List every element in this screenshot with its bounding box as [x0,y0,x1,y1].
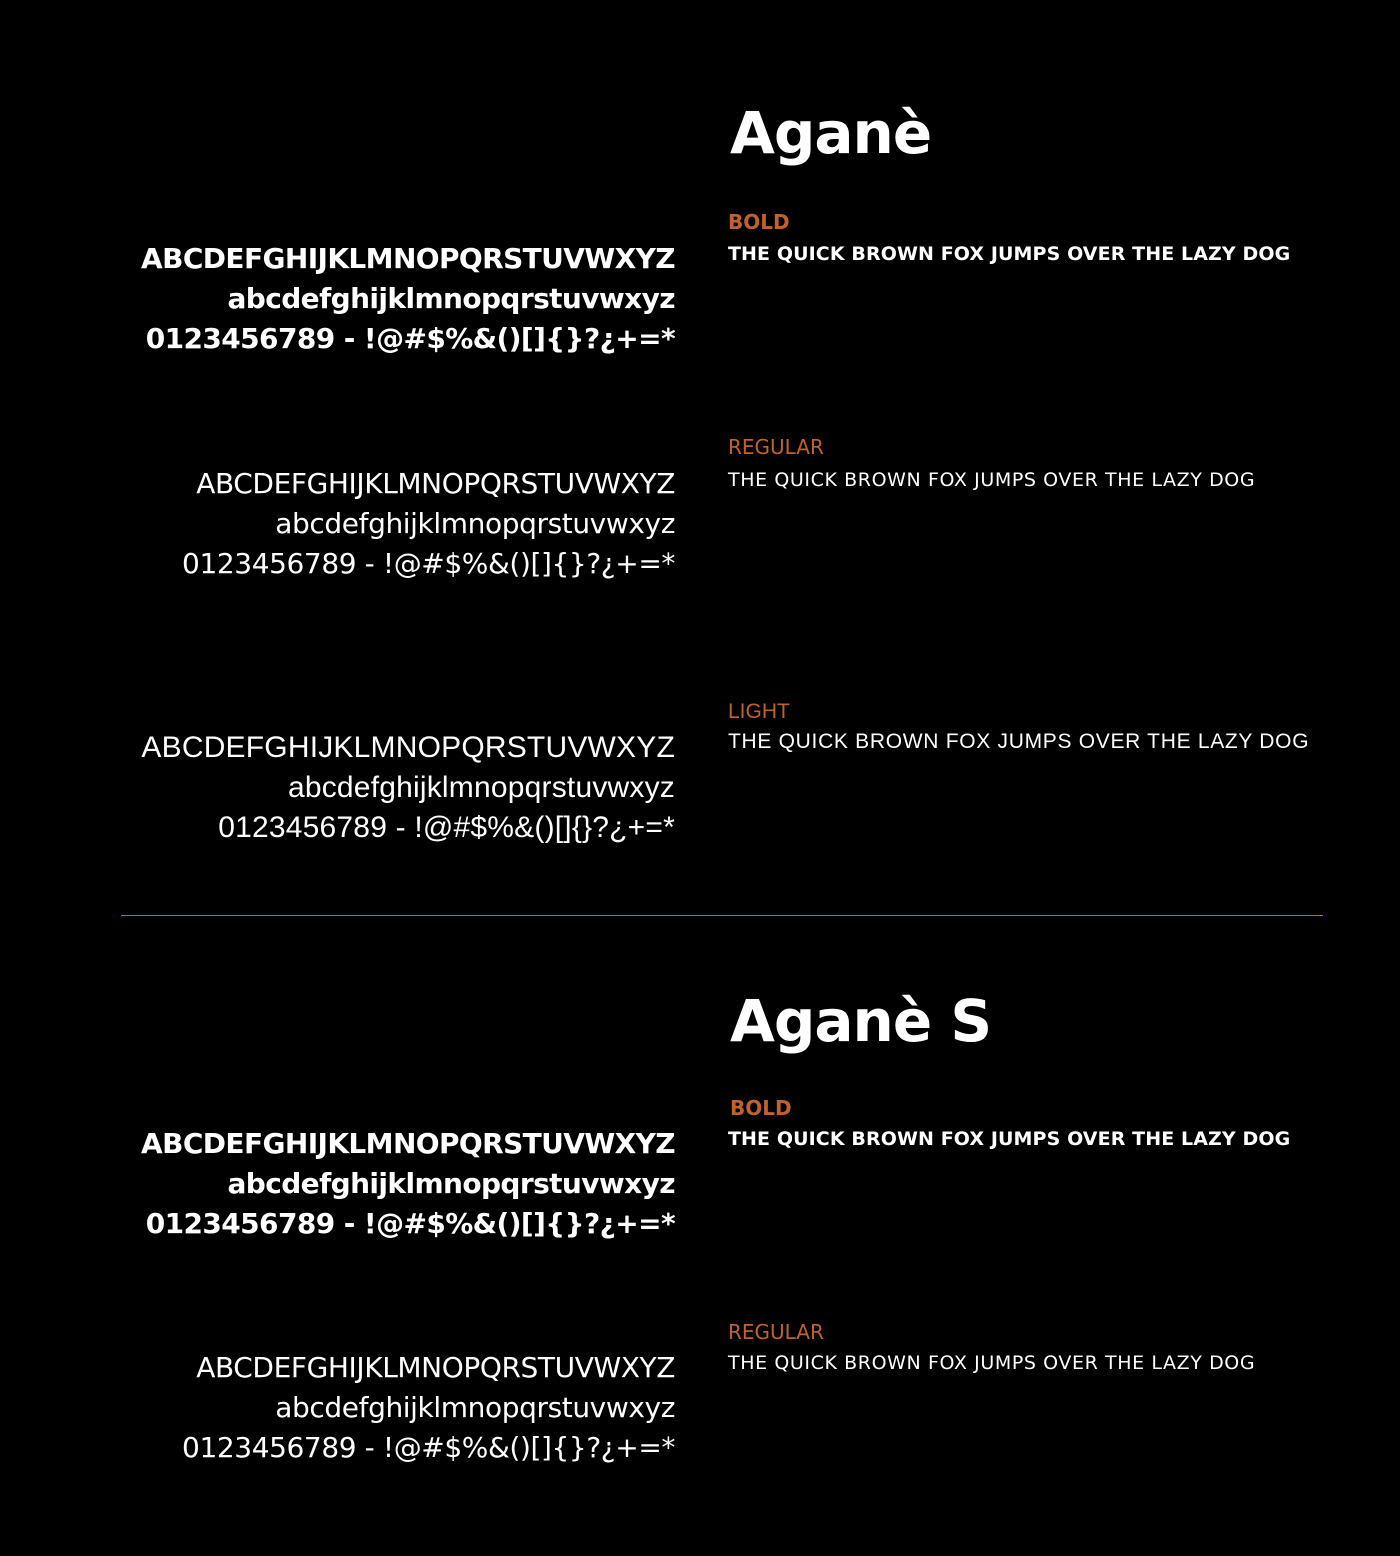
figures-glyphs: 0123456789 - !@#$%&()[]{}?¿+=* [145,1207,675,1240]
section-divider [121,915,1323,916]
lowercase-glyphs: abcdefghijklmnopqrstuvwxyz [287,771,675,804]
specimen-agane-s-bold [141,1124,675,1244]
specimen-agane-bold [141,239,675,359]
weight-label-light: LIGHT [728,700,790,723]
uppercase-glyphs: ABCDEFGHIJKLMNOPQRSTUVWXYZ [196,1351,675,1384]
figures-glyphs: 0123456789 - !@#$%&()[]{}?¿+=* [145,322,675,355]
uppercase-glyphs: ABCDEFGHIJKLMNOPQRSTUVWXYZ [196,467,675,500]
weight-label-bold: BOLD [728,210,790,234]
figures-glyphs: 0123456789 - !@#$%&()[]{}?¿+=* [182,547,675,580]
pangram-regular: THE QUICK BROWN FOX JUMPS OVER THE LAZY DOG [728,469,1256,491]
weight-label-regular: REGULAR [728,1320,824,1344]
weight-label-bold: BOLD [730,1096,792,1120]
weight-label-regular: REGULAR [728,435,824,459]
uppercase-glyphs: ABCDEFGHIJKLMNOPQRSTUVWXYZ [141,1127,675,1160]
lowercase-glyphs: abcdefghijklmnopqrstuvwxyz [227,1167,675,1200]
specimen-agane-regular [182,464,675,584]
pangram-bold: THE QUICK BROWN FOX JUMPS OVER THE LAZY DOG [728,1128,1291,1150]
family-title-agane: Aganè [730,99,932,167]
family-title-agane-s: Aganè S [730,987,992,1055]
specimen-agane-s-regular [182,1348,675,1468]
pangram-light: THE QUICK BROWN FOX JUMPS OVER THE LAZY DOG [728,730,1310,753]
uppercase-glyphs: ABCDEFGHIJKLMNOPQRSTUVWXYZ [141,242,675,275]
figures-glyphs: 0123456789 - !@#$%&()[]{}?¿+=* [218,811,675,844]
pangram-bold: THE QUICK BROWN FOX JUMPS OVER THE LAZY DOG [728,243,1291,265]
lowercase-glyphs: abcdefghijklmnopqrstuvwxyz [275,1391,675,1424]
specimen-agane-light [141,728,675,848]
pangram-regular: THE QUICK BROWN FOX JUMPS OVER THE LAZY DOG [728,1352,1256,1374]
uppercase-glyphs: ABCDEFGHIJKLMNOPQRSTUVWXYZ [141,731,675,764]
lowercase-glyphs: abcdefghijklmnopqrstuvwxyz [275,507,675,540]
lowercase-glyphs: abcdefghijklmnopqrstuvwxyz [227,282,675,315]
figures-glyphs: 0123456789 - !@#$%&()[]{}?¿+=* [182,1431,675,1464]
